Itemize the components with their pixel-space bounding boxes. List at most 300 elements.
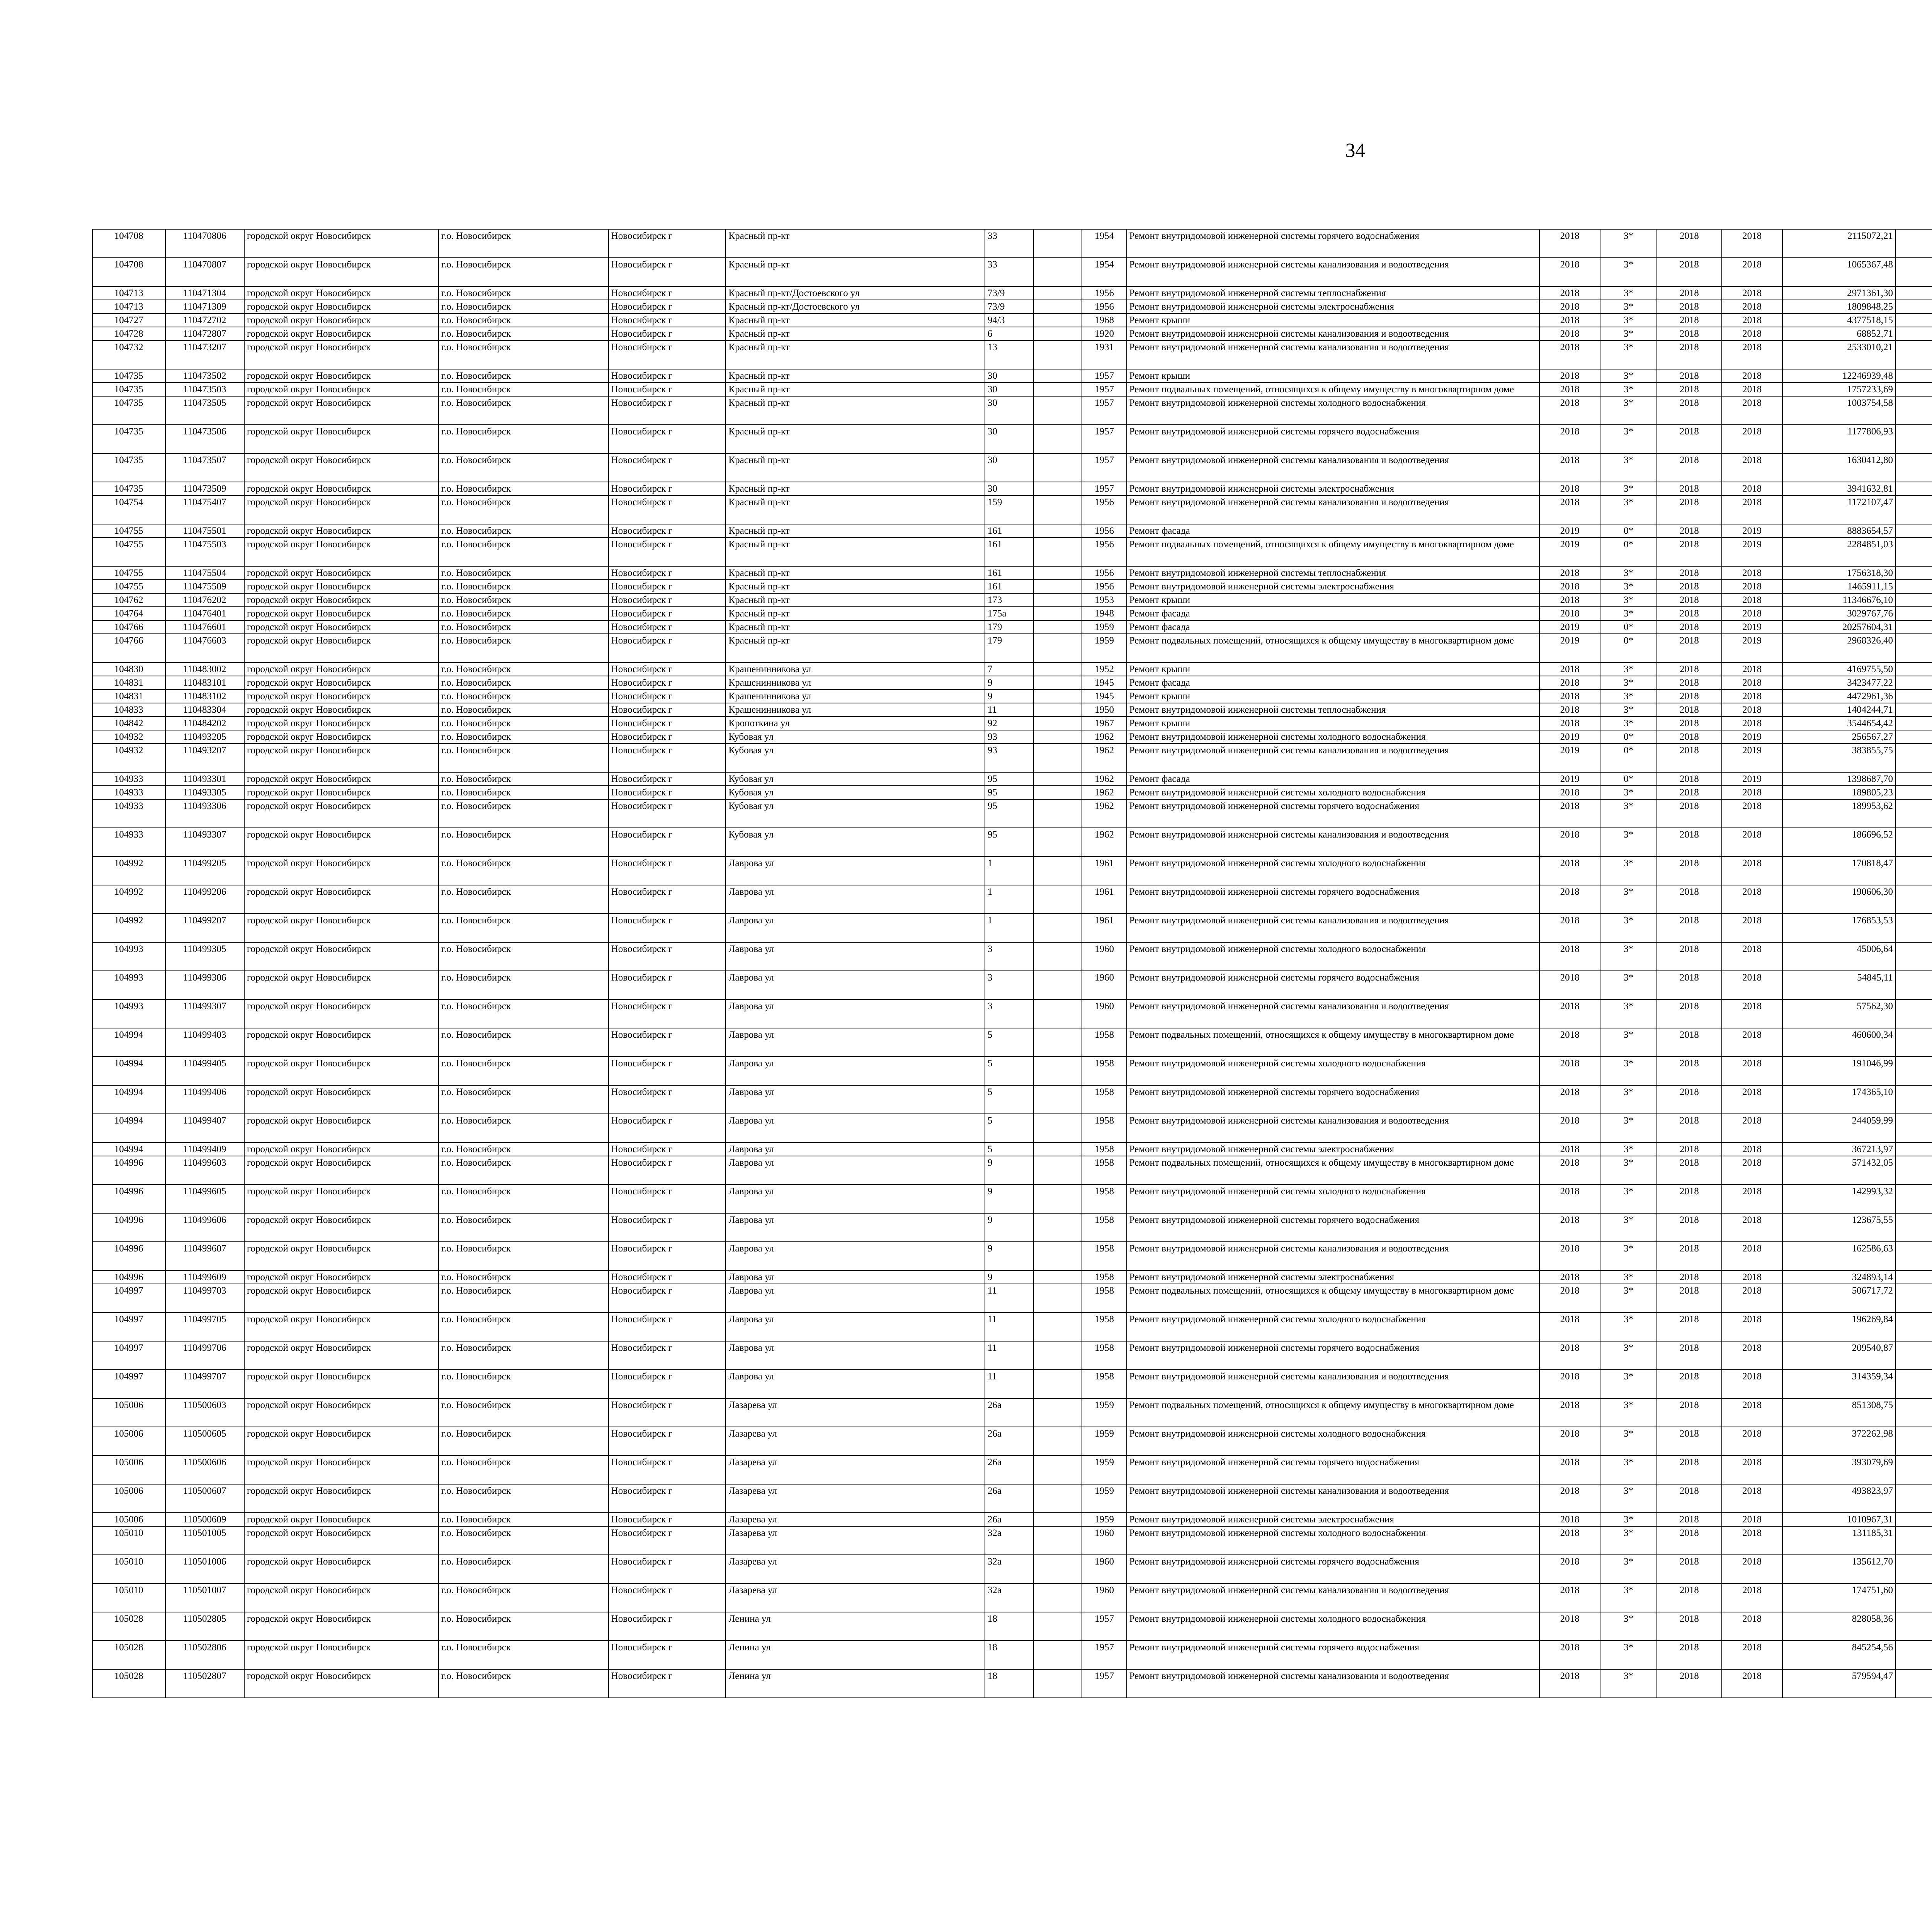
cell-house-id: 104996 (92, 1270, 165, 1284)
cell-work-id: 110500606 (165, 1456, 244, 1484)
cell-total-cost: 57562,30 (1782, 999, 1896, 1028)
cell-house-number: 173 (985, 593, 1034, 607)
cell-house-number: 161 (985, 566, 1034, 580)
cell-priority: 3* (1600, 425, 1657, 453)
cell-building (1034, 885, 1082, 914)
cell-building (1034, 999, 1082, 1028)
cell-locality: Новосибирск г (609, 1427, 726, 1456)
table-row (92, 1370, 1932, 1398)
cell-cost-fund (1896, 786, 1932, 799)
cell-total-cost: 174365,10 (1782, 1085, 1896, 1114)
cell-cost-fund (1896, 425, 1932, 453)
cell-locality: Новосибирск г (609, 971, 726, 999)
cell-end-year: 2018 (1722, 703, 1782, 717)
table-row (92, 634, 1932, 662)
cell-plan-year: 2018 (1539, 1085, 1600, 1114)
cell-locality: Новосибирск г (609, 566, 726, 580)
cell-locality: Новосибирск г (609, 453, 726, 482)
cell-year-built: 1958 (1082, 1142, 1126, 1156)
cell-house-id: 104735 (92, 453, 165, 482)
cell-municipality: городской округ Новосибирск (244, 1669, 439, 1698)
cell-work-id: 110493205 (165, 730, 244, 744)
cell-street: Красный пр-кт (726, 258, 985, 286)
cell-municipality: городской округ Новосибирск (244, 340, 439, 369)
cell-street: Лаврова ул (726, 1270, 985, 1284)
table-row (92, 593, 1932, 607)
cell-priority: 0* (1600, 744, 1657, 772)
cell-locality: Новосибирск г (609, 425, 726, 453)
cell-locality: Новосибирск г (609, 1242, 726, 1270)
cell-priority: 3* (1600, 566, 1657, 580)
cell-city-district: г.о. Новосибирск (439, 1484, 609, 1513)
cell-house-id: 104996 (92, 1242, 165, 1270)
cell-work-id: 110473509 (165, 482, 244, 495)
cell-house-number: 9 (985, 1213, 1034, 1242)
cell-municipality: городской округ Новосибирск (244, 1085, 439, 1114)
cell-start-year: 2018 (1657, 786, 1722, 799)
table-row (92, 1085, 1932, 1114)
cell-city-district: г.о. Новосибирск (439, 1185, 609, 1213)
cell-locality: Новосибирск г (609, 340, 726, 369)
cell-year-built: 1956 (1082, 538, 1126, 566)
cell-year-built: 1959 (1082, 1427, 1126, 1456)
cell-cost-fund (1896, 327, 1932, 340)
cell-locality: Новосибирск г (609, 286, 726, 300)
cell-cost-fund (1896, 580, 1932, 593)
cell-start-year: 2018 (1657, 1313, 1722, 1341)
cell-municipality: городской округ Новосибирск (244, 1142, 439, 1156)
cell-street: Кропоткина ул (726, 717, 985, 730)
cell-street: Лаврова ул (726, 1114, 985, 1142)
cell-locality: Новосибирск г (609, 772, 726, 786)
cell-work-id: 110499705 (165, 1313, 244, 1341)
cell-street: Красный пр-кт (726, 313, 985, 327)
cell-city-district: г.о. Новосибирск (439, 1583, 609, 1612)
cell-year-built: 1959 (1082, 1456, 1126, 1484)
cell-plan-year: 2018 (1539, 1555, 1600, 1583)
cell-house-number: 30 (985, 425, 1034, 453)
cell-start-year: 2018 (1657, 730, 1722, 744)
cell-cost-fund (1896, 690, 1932, 703)
cell-locality: Новосибирск г (609, 580, 726, 593)
cell-end-year: 2018 (1722, 396, 1782, 425)
cell-locality: Новосибирск г (609, 1028, 726, 1057)
cell-street: Красный пр-кт (726, 593, 985, 607)
cell-priority: 3* (1600, 799, 1657, 828)
cell-building (1034, 1456, 1082, 1484)
cell-building (1034, 229, 1082, 258)
cell-year-built: 1953 (1082, 593, 1126, 607)
cell-total-cost: 176853,53 (1782, 914, 1896, 942)
cell-building (1034, 1142, 1082, 1156)
cell-plan-year: 2018 (1539, 258, 1600, 286)
cell-building (1034, 786, 1082, 799)
cell-street: Красный пр-кт (726, 524, 985, 538)
cell-house-id: 104766 (92, 620, 165, 634)
cell-year-built: 1957 (1082, 1641, 1126, 1669)
cell-house-number: 9 (985, 676, 1034, 690)
cell-work-id: 110499406 (165, 1085, 244, 1114)
cell-house-number: 93 (985, 744, 1034, 772)
cell-end-year: 2018 (1722, 383, 1782, 396)
cell-year-built: 1961 (1082, 856, 1126, 885)
cell-building (1034, 971, 1082, 999)
cell-street: Красный пр-кт (726, 566, 985, 580)
cell-municipality: городской округ Новосибирск (244, 538, 439, 566)
cell-start-year: 2018 (1657, 1669, 1722, 1698)
cell-city-district: г.о. Новосибирск (439, 1555, 609, 1583)
cell-city-district: г.о. Новосибирск (439, 786, 609, 799)
cell-house-number: 95 (985, 799, 1034, 828)
cell-year-built: 1957 (1082, 369, 1126, 383)
cell-house-id: 104933 (92, 799, 165, 828)
cell-priority: 3* (1600, 662, 1657, 676)
cell-priority: 3* (1600, 786, 1657, 799)
cell-start-year: 2018 (1657, 662, 1722, 676)
table-row (92, 717, 1932, 730)
cell-start-year: 2018 (1657, 1185, 1722, 1213)
cell-total-cost: 189805,23 (1782, 786, 1896, 799)
cell-total-cost: 571432,05 (1782, 1156, 1896, 1185)
cell-work-id: 110499305 (165, 942, 244, 971)
cell-end-year: 2018 (1722, 1242, 1782, 1270)
cell-municipality: городской округ Новосибирск (244, 828, 439, 856)
cell-year-built: 1958 (1082, 1242, 1126, 1270)
cell-end-year: 2018 (1722, 495, 1782, 524)
cell-priority: 3* (1600, 580, 1657, 593)
cell-house-id: 105010 (92, 1526, 165, 1555)
table-row (92, 1270, 1932, 1284)
cell-house-id: 104732 (92, 340, 165, 369)
cell-locality: Новосибирск г (609, 634, 726, 662)
cell-municipality: городской округ Новосибирск (244, 1185, 439, 1213)
cell-year-built: 1952 (1082, 662, 1126, 676)
cell-street: Лаврова ул (726, 971, 985, 999)
table-row (92, 1612, 1932, 1641)
cell-priority: 3* (1600, 593, 1657, 607)
cell-work-id: 110473505 (165, 396, 244, 425)
cell-plan-year: 2018 (1539, 999, 1600, 1028)
cell-house-number: 33 (985, 258, 1034, 286)
cell-total-cost: 131185,31 (1782, 1526, 1896, 1555)
cell-year-built: 1962 (1082, 730, 1126, 744)
cell-house-number: 32а (985, 1583, 1034, 1612)
cell-work-type: Ремонт фасада (1127, 676, 1540, 690)
cell-city-district: г.о. Новосибирск (439, 566, 609, 580)
cell-work-id: 110502805 (165, 1612, 244, 1641)
cell-total-cost: 1465911,15 (1782, 580, 1896, 593)
cell-city-district: г.о. Новосибирск (439, 1270, 609, 1284)
cell-work-type: Ремонт внутридомовой инженерной системы канализования и водоотведения (1127, 744, 1540, 772)
cell-cost-fund (1896, 1427, 1932, 1456)
cell-start-year: 2018 (1657, 1341, 1722, 1370)
cell-year-built: 1956 (1082, 566, 1126, 580)
cell-plan-year: 2018 (1539, 396, 1600, 425)
cell-building (1034, 607, 1082, 620)
cell-city-district: г.о. Новосибирск (439, 856, 609, 885)
cell-house-id: 104755 (92, 580, 165, 593)
cell-work-id: 110499306 (165, 971, 244, 999)
cell-end-year: 2018 (1722, 1526, 1782, 1555)
cell-plan-year: 2018 (1539, 1270, 1600, 1284)
cell-total-cost: 3941632,81 (1782, 482, 1896, 495)
cell-start-year: 2018 (1657, 1612, 1722, 1641)
cell-house-id: 104735 (92, 482, 165, 495)
cell-street: Красный пр-кт (726, 607, 985, 620)
cell-end-year: 2018 (1722, 1555, 1782, 1583)
cell-municipality: городской округ Новосибирск (244, 1284, 439, 1313)
cell-year-built: 1958 (1082, 1085, 1126, 1114)
cell-locality: Новосибирск г (609, 607, 726, 620)
cell-start-year: 2018 (1657, 717, 1722, 730)
cell-plan-year: 2018 (1539, 1142, 1600, 1156)
cell-work-type: Ремонт подвальных помещений, относящихся к общему имуществу в многоквартирном доме (1127, 383, 1540, 396)
cell-municipality: городской округ Новосибирск (244, 495, 439, 524)
cell-total-cost: 162586,63 (1782, 1242, 1896, 1270)
cell-plan-year: 2018 (1539, 786, 1600, 799)
table-row (92, 1341, 1932, 1370)
cell-cost-fund (1896, 495, 1932, 524)
cell-house-id: 104735 (92, 383, 165, 396)
table-row (92, 662, 1932, 676)
cell-start-year: 2018 (1657, 1242, 1722, 1270)
cell-building (1034, 453, 1082, 482)
cell-start-year: 2018 (1657, 340, 1722, 369)
cell-street: Лаврова ул (726, 1156, 985, 1185)
cell-building (1034, 327, 1082, 340)
cell-house-number: 159 (985, 495, 1034, 524)
table-row (92, 607, 1932, 620)
cell-priority: 3* (1600, 1341, 1657, 1370)
cell-locality: Новосибирск г (609, 1612, 726, 1641)
cell-year-built: 1956 (1082, 580, 1126, 593)
cell-street: Лаврова ул (726, 942, 985, 971)
cell-total-cost: 2968326,40 (1782, 634, 1896, 662)
cell-year-built: 1962 (1082, 786, 1126, 799)
cell-street: Лаврова ул (726, 885, 985, 914)
cell-total-cost: 190606,30 (1782, 885, 1896, 914)
cell-house-id: 104994 (92, 1028, 165, 1057)
cell-house-id: 104997 (92, 1341, 165, 1370)
cell-start-year: 2018 (1657, 690, 1722, 703)
table-row (92, 1142, 1932, 1156)
cell-locality: Новосибирск г (609, 300, 726, 313)
cell-locality: Новосибирск г (609, 676, 726, 690)
cell-locality: Новосибирск г (609, 1641, 726, 1669)
cell-year-built: 1960 (1082, 1526, 1126, 1555)
table-row (92, 1185, 1932, 1213)
cell-end-year: 2018 (1722, 856, 1782, 885)
cell-plan-year: 2019 (1539, 524, 1600, 538)
cell-cost-fund (1896, 229, 1932, 258)
cell-city-district: г.о. Новосибирск (439, 662, 609, 676)
cell-street: Ленина ул (726, 1612, 985, 1641)
cell-locality: Новосибирск г (609, 1398, 726, 1427)
cell-priority: 3* (1600, 396, 1657, 425)
cell-street: Кубовая ул (726, 730, 985, 744)
cell-total-cost: 851308,75 (1782, 1398, 1896, 1427)
cell-house-number: 179 (985, 620, 1034, 634)
cell-building (1034, 1156, 1082, 1185)
cell-cost-fund (1896, 942, 1932, 971)
cell-total-cost: 45006,64 (1782, 942, 1896, 971)
cell-work-type: Ремонт внутридомовой инженерной системы электроснабжения (1127, 300, 1540, 313)
cell-cost-fund (1896, 1641, 1932, 1669)
cell-street: Лаврова ул (726, 856, 985, 885)
cell-priority: 3* (1600, 1085, 1657, 1114)
cell-cost-fund (1896, 1242, 1932, 1270)
cell-building (1034, 1612, 1082, 1641)
cell-building (1034, 1114, 1082, 1142)
cell-city-district: г.о. Новосибирск (439, 1028, 609, 1057)
table-row (92, 1284, 1932, 1313)
cell-end-year: 2018 (1722, 482, 1782, 495)
cell-municipality: городской округ Новосибирск (244, 566, 439, 580)
cell-locality: Новосибирск г (609, 1341, 726, 1370)
cell-locality: Новосибирск г (609, 1057, 726, 1085)
cell-municipality: городской округ Новосибирск (244, 676, 439, 690)
cell-priority: 3* (1600, 1484, 1657, 1513)
cell-priority: 3* (1600, 1213, 1657, 1242)
cell-locality: Новосибирск г (609, 1370, 726, 1398)
cell-total-cost: 1065367,48 (1782, 258, 1896, 286)
cell-municipality: городской округ Новосибирск (244, 1484, 439, 1513)
table-row (92, 495, 1932, 524)
cell-year-built: 1959 (1082, 1513, 1126, 1526)
cell-street: Лаврова ул (726, 914, 985, 942)
cell-priority: 3* (1600, 885, 1657, 914)
cell-cost-fund (1896, 620, 1932, 634)
cell-priority: 3* (1600, 482, 1657, 495)
table-row (92, 1641, 1932, 1669)
cell-municipality: городской округ Новосибирск (244, 1341, 439, 1370)
cell-building (1034, 662, 1082, 676)
cell-street: Лазарева ул (726, 1484, 985, 1513)
cell-start-year: 2018 (1657, 1028, 1722, 1057)
cell-locality: Новосибирск г (609, 327, 726, 340)
cell-work-type: Ремонт подвальных помещений, относящихся к общему имуществу в многоквартирном доме (1127, 634, 1540, 662)
cell-municipality: городской округ Новосибирск (244, 1555, 439, 1583)
cell-total-cost: 12246939,48 (1782, 369, 1896, 383)
cell-work-id: 110499405 (165, 1057, 244, 1085)
cell-city-district: г.о. Новосибирск (439, 942, 609, 971)
cell-total-cost: 186696,52 (1782, 828, 1896, 856)
cell-house-number: 11 (985, 1341, 1034, 1370)
cell-house-number: 32а (985, 1526, 1034, 1555)
cell-cost-fund (1896, 744, 1932, 772)
cell-city-district: г.о. Новосибирск (439, 772, 609, 786)
cell-house-number: 95 (985, 786, 1034, 799)
cell-year-built: 1960 (1082, 999, 1126, 1028)
cell-work-type: Ремонт внутридомовой инженерной системы холодного водоснабжения (1127, 396, 1540, 425)
cell-cost-fund (1896, 885, 1932, 914)
cell-street: Лаврова ул (726, 1284, 985, 1313)
cell-work-type: Ремонт внутридомовой инженерной системы электроснабжения (1127, 482, 1540, 495)
cell-work-type: Ремонт внутридомовой инженерной системы канализования и водоотведения (1127, 1484, 1540, 1513)
cell-building (1034, 744, 1082, 772)
cell-priority: 3* (1600, 676, 1657, 690)
cell-locality: Новосибирск г (609, 999, 726, 1028)
cell-year-built: 1956 (1082, 300, 1126, 313)
cell-work-type: Ремонт внутридомовой инженерной системы электроснабжения (1127, 1142, 1540, 1156)
cell-plan-year: 2018 (1539, 327, 1600, 340)
cell-building (1034, 914, 1082, 942)
cell-municipality: городской округ Новосибирск (244, 942, 439, 971)
cell-start-year: 2018 (1657, 1583, 1722, 1612)
cell-cost-fund (1896, 717, 1932, 730)
cell-start-year: 2018 (1657, 1526, 1722, 1555)
cell-house-id: 104708 (92, 229, 165, 258)
cell-end-year: 2018 (1722, 1185, 1782, 1213)
cell-house-number: 26а (985, 1513, 1034, 1526)
cell-total-cost: 54845,11 (1782, 971, 1896, 999)
cell-city-district: г.о. Новосибирск (439, 313, 609, 327)
repair-register-table (92, 229, 1932, 1698)
cell-cost-fund (1896, 1583, 1932, 1612)
cell-locality: Новосибирск г (609, 229, 726, 258)
cell-end-year: 2019 (1722, 634, 1782, 662)
cell-start-year: 2018 (1657, 1114, 1722, 1142)
cell-municipality: городской округ Новосибирск (244, 786, 439, 799)
cell-house-id: 104933 (92, 772, 165, 786)
table-row (92, 538, 1932, 566)
cell-total-cost: 3544654,42 (1782, 717, 1896, 730)
cell-locality: Новосибирск г (609, 482, 726, 495)
cell-end-year: 2018 (1722, 1213, 1782, 1242)
cell-work-type: Ремонт внутридомовой инженерной системы холодного водоснабжения (1127, 1057, 1540, 1085)
cell-priority: 3* (1600, 1513, 1657, 1526)
cell-work-id: 110470807 (165, 258, 244, 286)
cell-work-type: Ремонт внутридомовой инженерной системы холодного водоснабжения (1127, 1526, 1540, 1555)
cell-plan-year: 2018 (1539, 369, 1600, 383)
cell-plan-year: 2018 (1539, 1313, 1600, 1341)
cell-cost-fund (1896, 1612, 1932, 1641)
cell-priority: 3* (1600, 286, 1657, 300)
cell-street: Красный пр-кт/Достоевского ул (726, 300, 985, 313)
cell-year-built: 1931 (1082, 340, 1126, 369)
cell-municipality: городской округ Новосибирск (244, 662, 439, 676)
cell-city-district: г.о. Новосибирск (439, 495, 609, 524)
cell-locality: Новосибирск г (609, 1185, 726, 1213)
cell-locality: Новосибирск г (609, 313, 726, 327)
cell-municipality: городской округ Новосибирск (244, 286, 439, 300)
cell-start-year: 2018 (1657, 1513, 1722, 1526)
cell-cost-fund (1896, 1313, 1932, 1341)
table-row (92, 369, 1932, 383)
cell-city-district: г.о. Новосибирск (439, 730, 609, 744)
cell-building (1034, 634, 1082, 662)
cell-city-district: г.о. Новосибирск (439, 690, 609, 703)
cell-building (1034, 495, 1082, 524)
cell-municipality: городской округ Новосибирск (244, 1427, 439, 1456)
cell-plan-year: 2018 (1539, 313, 1600, 327)
cell-total-cost: 4377518,15 (1782, 313, 1896, 327)
cell-house-id: 104713 (92, 286, 165, 300)
cell-house-number: 1 (985, 885, 1034, 914)
cell-priority: 3* (1600, 1583, 1657, 1612)
table-row (92, 799, 1932, 828)
cell-work-type: Ремонт внутридомовой инженерной системы теплоснабжения (1127, 566, 1540, 580)
cell-street: Красный пр-кт (726, 229, 985, 258)
cell-work-id: 110471304 (165, 286, 244, 300)
cell-end-year: 2018 (1722, 593, 1782, 607)
cell-building (1034, 1641, 1082, 1669)
cell-year-built: 1959 (1082, 634, 1126, 662)
cell-plan-year: 2018 (1539, 453, 1600, 482)
cell-building (1034, 1213, 1082, 1242)
cell-start-year: 2018 (1657, 286, 1722, 300)
cell-work-id: 110473207 (165, 340, 244, 369)
